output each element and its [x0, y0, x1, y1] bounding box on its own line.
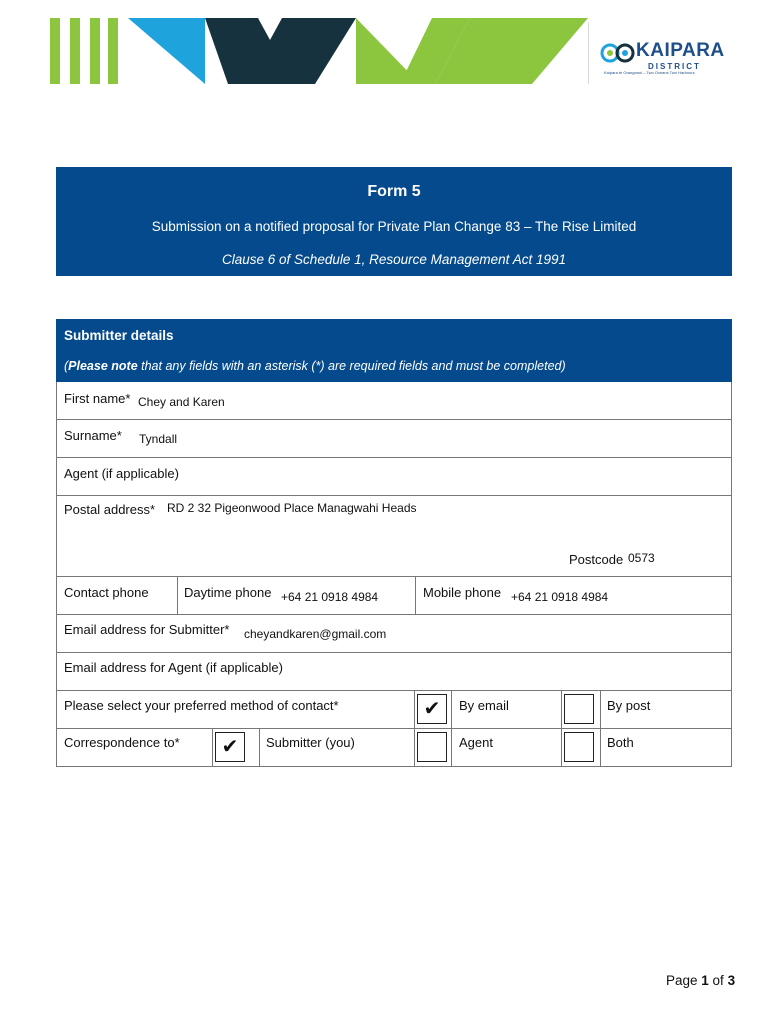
logo-tagline: Kaipara te Oranganui – Two Oceans Two Harbours — [604, 70, 695, 75]
first-name-label: First name* — [64, 391, 131, 406]
submitter-you-checkbox[interactable] — [215, 732, 245, 762]
correspondence-label: Correspondence to* — [64, 735, 180, 750]
mobile-phone-field[interactable]: +64 21 0918 4984 — [511, 590, 609, 604]
divider — [414, 729, 415, 766]
postal-address-field[interactable]: RD 2 32 Pigeonwood Place Managwahi Heads — [167, 501, 417, 515]
postal-address-label: Postal address* — [64, 502, 156, 517]
contact-method-label: Please select your preferred method of contact* — [64, 698, 339, 713]
check-mark-icon: ✔ — [423, 698, 441, 720]
page-total: 3 — [727, 973, 736, 988]
divider — [561, 691, 562, 728]
agent-option-label: Agent — [459, 735, 493, 750]
check-mark-icon: ✔ — [221, 736, 239, 758]
correspondence-row — [56, 729, 732, 767]
kaipara-swirl-icon — [600, 40, 636, 66]
divider — [415, 577, 416, 614]
divider — [212, 729, 213, 766]
section-note-text: that any fields with an asterisk (*) are required fields and must be completed) — [137, 359, 566, 373]
postal-address-row — [56, 496, 732, 577]
banner-stripe-2 — [70, 18, 80, 84]
banner-stripe-1 — [50, 18, 60, 84]
by-email-label: By email — [459, 698, 509, 713]
banner-blue-shape — [128, 18, 205, 84]
divider — [451, 691, 452, 728]
section-note-bold: Please note — [68, 359, 138, 373]
logo-divider — [588, 22, 589, 84]
divider — [414, 691, 415, 728]
form-title: Form 5 — [367, 183, 421, 200]
daytime-phone-label: Daytime phone — [184, 585, 272, 600]
both-checkbox[interactable] — [564, 732, 594, 762]
contact-phone-label: Contact phone — [64, 585, 149, 600]
section-title: Submitter details — [64, 328, 174, 343]
contact-phone-row — [56, 577, 732, 615]
postcode-label: Postcode — [569, 552, 624, 567]
kaipara-district-logo — [598, 36, 728, 80]
first-name-row — [56, 382, 732, 420]
divider — [177, 577, 178, 614]
section-note: (Please note that any fields with an asterisk (*) are required fields and must be completed) — [64, 359, 566, 373]
email-submitter-row — [56, 615, 732, 653]
page-number: Page 1 of 3 — [666, 973, 736, 988]
submitter-you-label: Submitter (you) — [266, 735, 355, 750]
first-name-field[interactable]: Chey and Karen — [138, 395, 225, 409]
banner-stripe-4 — [108, 18, 118, 84]
both-label: Both — [607, 735, 634, 750]
email-agent-label: Email address for Agent (if applicable) — [64, 660, 283, 675]
surname-row — [56, 420, 732, 458]
agent-row[interactable] — [56, 458, 732, 496]
banner-stripe-3 — [90, 18, 100, 84]
form-title-box — [56, 167, 732, 276]
divider — [561, 729, 562, 766]
surname-field[interactable]: Tyndall — [139, 432, 178, 446]
mobile-phone-label: Mobile phone — [423, 585, 502, 600]
form-clause: Clause 6 of Schedule 1, Resource Management Act 1991 — [222, 252, 566, 267]
daytime-phone-field[interactable]: +64 21 0918 4984 — [281, 590, 379, 604]
logo-subtitle: DISTRICT — [648, 62, 701, 71]
banner-dark-chevron — [205, 18, 356, 84]
agent-label: Agent (if applicable) — [64, 466, 179, 481]
by-email-checkbox[interactable] — [417, 694, 447, 724]
form-subtitle: Submission on a notified proposal for Private Plan Change 83 – The Rise Limited — [151, 219, 637, 234]
divider — [451, 729, 452, 766]
section-header — [56, 319, 732, 382]
surname-label: Surname* — [64, 428, 122, 443]
email-agent-row[interactable] — [56, 653, 732, 691]
divider — [600, 729, 601, 766]
email-submitter-label: Email address for Submitter* — [64, 622, 230, 637]
by-post-label: By post — [607, 698, 651, 713]
logo-name: KAIPARA — [636, 40, 725, 61]
divider — [600, 691, 601, 728]
email-submitter-field[interactable]: cheyandkaren@gmail.com — [244, 627, 387, 641]
postcode-field[interactable]: 0573 — [628, 551, 655, 565]
page-current: 1 — [701, 973, 709, 988]
divider — [259, 729, 260, 766]
contact-method-row — [56, 691, 732, 729]
by-post-checkbox[interactable] — [564, 694, 594, 724]
agent-checkbox[interactable] — [417, 732, 447, 762]
